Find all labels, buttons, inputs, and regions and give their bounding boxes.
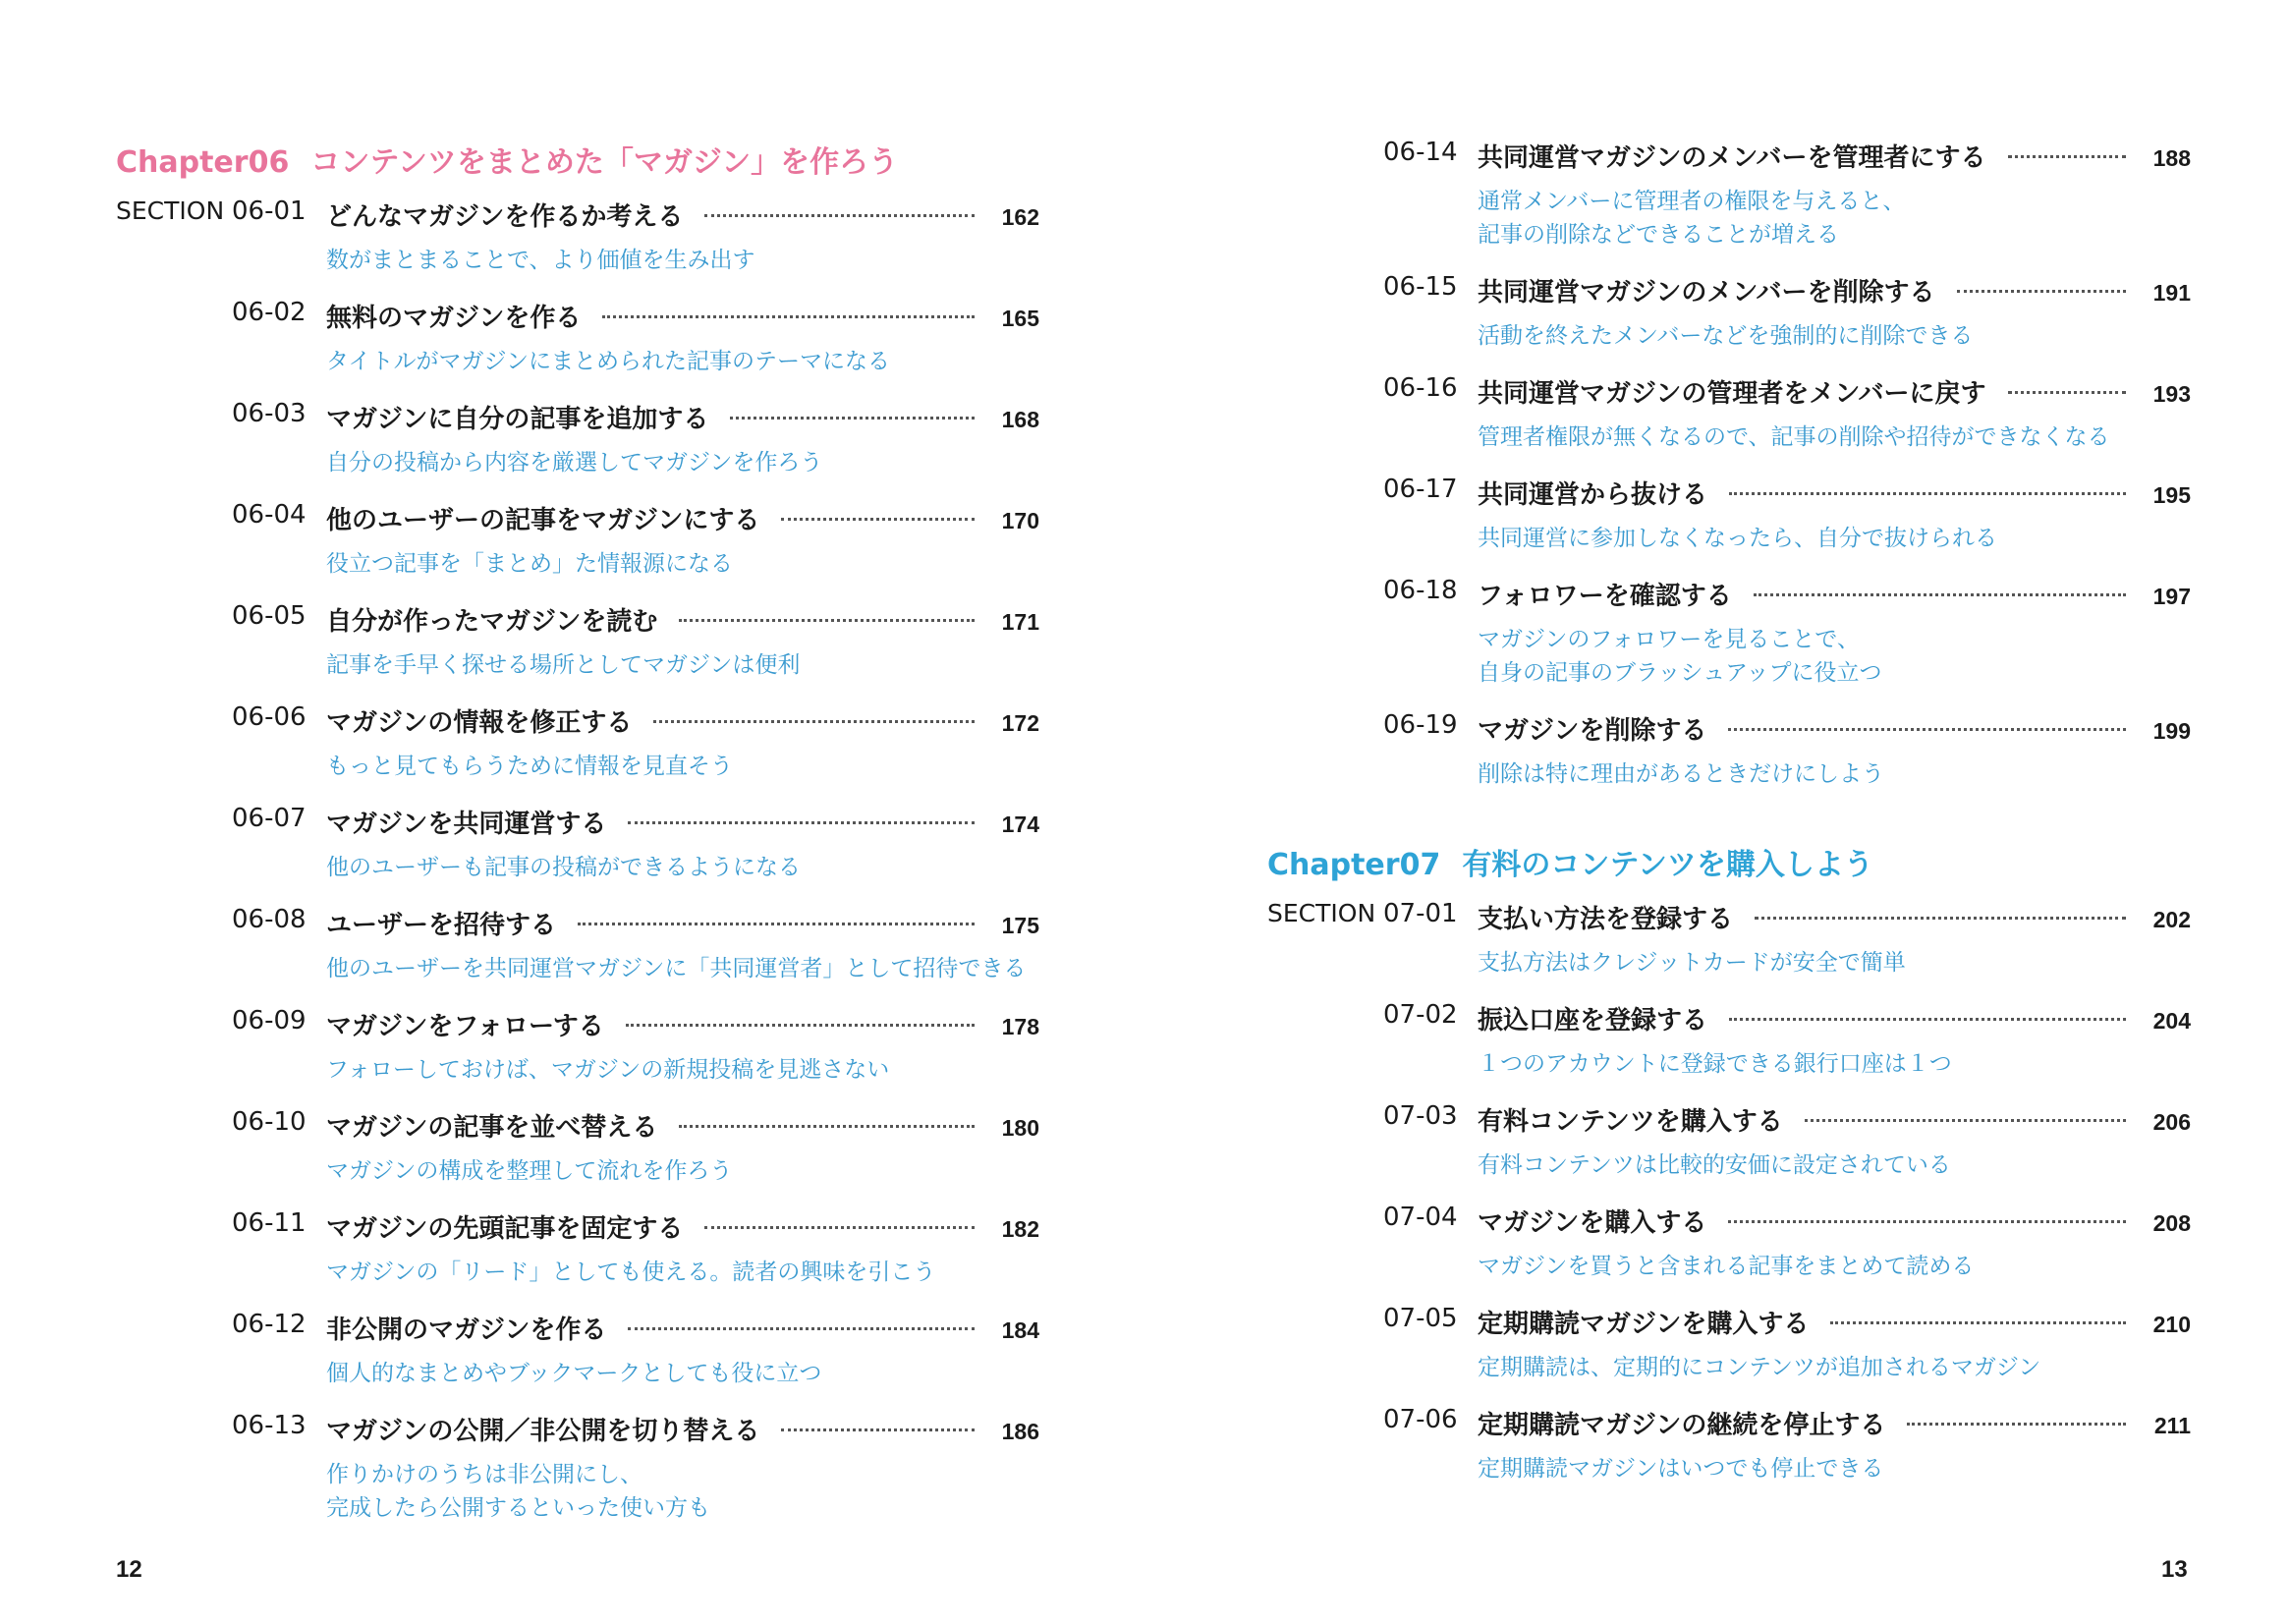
dot-leader [628,1327,975,1330]
dot-leader [1729,492,2126,495]
title-row [326,1107,1039,1144]
toc-entry[interactable] [116,298,1039,396]
section-title: 自分が作ったマガジンを読む [326,607,658,637]
section-subtitle [1478,522,1997,555]
title-row [1478,1203,2191,1239]
section-number: 07-02 [1383,1000,1458,1030]
dot-leader [781,518,975,521]
toc-entry[interactable] [116,1411,1039,1521]
section-title: 振込口座を登録する [1478,1006,1708,1036]
subtitle-line: 記事を手早く探せる場所としてマガジンは便利 [326,652,801,678]
page-reference: 195 [2152,482,2191,508]
title-row [326,1411,1039,1447]
toc-entry[interactable] [1267,576,2191,686]
subtitle-line: 活動を終えたメンバーなどを強制的に削除できる [1478,323,1974,349]
toc-entry[interactable] [1267,710,2191,809]
section-number: 06-11 [232,1208,307,1238]
section-subtitle [1478,623,1881,690]
subtitle-line: マガジンの「リード」としても使える。読者の興味を引こう [326,1260,936,1285]
section-title: フォロワーを確認する [1478,582,1732,611]
page-reference: 206 [2152,1109,2191,1135]
section-number: 07-06 [1383,1405,1458,1434]
page-reference: 193 [2152,381,2191,407]
page-reference: 188 [2152,145,2191,171]
subtitle-line: 自身の記事のブラッシュアップに役立つ [1478,660,1882,686]
toc-entry[interactable] [116,702,1039,801]
section-title: 共同運営マガジンのメンバーを管理者にする [1478,143,1986,173]
section-number: 06-08 [232,905,307,934]
toc-entry[interactable] [1267,1000,2191,1098]
page-reference: 184 [1001,1317,1039,1343]
title-row [326,702,1039,739]
section-subtitle [326,345,890,378]
section-subtitle [1478,1148,1951,1182]
section-title: 共同運営マガジンの管理者をメンバーに戻す [1478,379,1986,409]
title-row [1478,373,2191,410]
section-number: 06-16 [1383,373,1458,403]
toc-entry[interactable] [116,601,1039,700]
page-reference: 211 [2153,1413,2191,1438]
subtitle-line: マガジンのフォロワーを見ることで、 [1478,627,1860,652]
section-subtitle [1478,1047,1952,1081]
section-title: 無料のマガジンを作る [326,304,582,333]
toc-entry[interactable] [1267,1405,2191,1503]
dot-leader [704,214,975,217]
page-reference: 174 [1001,812,1039,837]
dot-leader [628,821,975,824]
dot-leader [1755,917,2126,920]
subtitle-line: 完成したら公開するといった使い方も [326,1495,710,1521]
page-reference: 175 [1001,913,1039,938]
dot-leader [578,923,975,925]
subtitle-line: マガジンの構成を整理して流れを作ろう [326,1158,733,1184]
dot-leader [1957,290,2126,293]
chapter-06-heading [116,138,898,181]
section-subtitle [326,244,755,277]
section-title: マガジンに自分の記事を追加する [326,405,709,434]
section-title: マガジンを購入する [1478,1208,1707,1238]
section-subtitle [1478,185,1905,252]
section-subtitle [326,1357,821,1390]
subtitle-line: 定期購読マガジンはいつでも停止できる [1478,1456,1884,1482]
section-title: どんなマガジンを作るか考える [326,202,684,232]
page-reference: 204 [2152,1008,2191,1034]
chapter-07-heading [1267,840,1873,883]
page-reference: 178 [1001,1014,1039,1039]
dot-leader [679,1125,975,1128]
title-row [326,298,1039,334]
dot-leader [679,619,975,622]
toc-entry[interactable] [1267,272,2191,370]
section-subtitle [1478,1351,2040,1384]
dot-leader [1754,593,2126,596]
section-subtitle [326,1154,732,1188]
page-reference: 168 [1001,407,1039,432]
section-title: 他のユーザーの記事をマガジンにする [326,506,760,535]
subtitle-line: 管理者権限が無くなるので、記事の削除や招待ができなくなる [1478,424,2110,450]
dot-leader [1729,1018,2126,1021]
page-reference: 191 [2152,280,2191,306]
section-number: 06-12 [232,1310,307,1339]
toc-entry[interactable] [116,905,1039,1003]
page-reference: 172 [1001,710,1039,736]
section-number: 06-14 [1383,138,1458,167]
page-reference: 208 [2152,1210,2191,1236]
dot-leader [1728,728,2126,731]
section-title: マガジンの情報を修正する [326,708,633,738]
section-title: 定期購読マガジンの継続を停止する [1478,1411,1886,1440]
page-number-right: 13 [2161,1556,2188,1583]
section-number: 06-06 [232,702,307,732]
subtitle-line: タイトルがマガジンにまとめられた記事のテーマになる [326,349,890,374]
dot-leader [1830,1321,2126,1324]
dot-leader [626,1024,975,1027]
section-subtitle [326,446,822,479]
toc-entry[interactable] [116,1310,1039,1408]
section-title: マガジンの先頭記事を固定する [326,1214,684,1244]
page-reference: 162 [1001,204,1039,230]
title-row [326,500,1039,536]
section-subtitle [1478,1250,1974,1283]
toc-entry[interactable] [116,500,1039,598]
subtitle-line: 自分の投稿から内容を厳選してマガジンを作ろう [326,450,823,476]
dot-leader [1907,1423,2126,1426]
section-number: 06-17 [1383,475,1458,504]
section-number: 06-19 [1383,710,1458,740]
title-row [326,1208,1039,1245]
toc-entry[interactable] [116,1107,1039,1205]
toc-entry[interactable] [1267,1101,2191,1200]
toc-entry[interactable] [116,196,1039,295]
subtitle-line: 定期購読は、定期的にコンテンツが追加されるマガジン [1478,1355,2041,1380]
dot-leader [781,1428,975,1431]
section-subtitle [326,952,1026,985]
toc-entry[interactable] [1267,373,2191,472]
section-number: 06-13 [232,1411,307,1440]
toc-entry[interactable] [116,804,1039,902]
page-reference: 170 [1001,508,1039,533]
title-row [326,1310,1039,1346]
section-title: 支払い方法を登録する [1478,905,1734,934]
section-subtitle [1478,1452,1883,1485]
section-title: 有料コンテンツを購入する [1478,1107,1783,1137]
subtitle-line: 個人的なまとめやブックマークとしても役に立つ [326,1361,822,1386]
dot-leader [2008,391,2126,394]
subtitle-line: 支払方法はクレジットカードが安全で簡単 [1478,950,1906,976]
page-reference: 197 [2152,584,2191,609]
page-reference: 180 [1001,1115,1039,1141]
section-subtitle [326,547,733,581]
dot-leader [1805,1119,2126,1122]
page-reference: 182 [1001,1216,1039,1242]
section-number: 07-04 [1383,1203,1458,1232]
section-title: 共同運営マガジンのメンバーを削除する [1478,278,1935,308]
page-reference: 165 [1001,306,1039,331]
section-number: 06-18 [1383,576,1458,605]
chapter-title: コンテンツをまとめた「マガジン」を作ろう [310,145,899,180]
section-title: ユーザーを招待する [326,911,557,940]
section-title: マガジンを削除する [1478,716,1707,746]
title-row [1478,710,2191,747]
dot-leader [653,720,975,723]
title-row [326,399,1039,435]
section-subtitle [326,1053,889,1087]
section-number: 06-04 [232,500,307,530]
subtitle-line: 共同運営に参加しなくなったら、自分で抜けられる [1478,526,1997,551]
dot-leader [1728,1220,2126,1223]
section-number: 06-15 [1383,272,1458,302]
section-subtitle [326,1458,710,1525]
title-row [1478,272,2191,308]
section-number: 07-03 [1383,1101,1458,1131]
title-row [1478,138,2191,174]
section-subtitle [326,648,800,682]
section-subtitle [326,1256,935,1289]
subtitle-line: 数がまとまることで、より価値を生み出す [326,248,755,273]
section-subtitle [1478,319,1973,353]
page-number-left: 12 [116,1556,142,1583]
section-title: 定期購読マガジンを購入する [1478,1310,1810,1339]
dot-leader [602,315,975,318]
subtitle-line: 削除は特に理由があるときだけにしよう [1478,761,1884,787]
subtitle-line: １つのアカウントに登録できる銀行口座は１つ [1478,1051,1952,1077]
subtitle-line: もっと見てもらうために情報を見直そう [326,754,733,779]
section-subtitle [326,750,733,783]
dot-leader [704,1226,975,1229]
title-row [326,905,1039,941]
toc-entry[interactable] [116,1208,1039,1307]
subtitle-line: マガジンを買うと含まれる記事をまとめて読める [1478,1254,1975,1279]
subtitle-line: 作りかけのうちは非公開にし、 [326,1462,642,1487]
chapter-title: 有料のコンテンツを購入しよう [1462,848,1873,882]
subtitle-line: フォローしておけば、マガジンの新規投稿を見逃さない [326,1057,890,1083]
section-title: 共同運営から抜ける [1478,480,1708,510]
toc-entry[interactable] [1267,475,2191,573]
section-subtitle [1478,946,1906,980]
toc-entry[interactable] [1267,138,2191,248]
toc-entry[interactable] [116,399,1039,497]
subtitle-line: 役立つ記事を「まとめ」た情報源になる [326,551,733,577]
toc-entry[interactable] [1267,1203,2191,1301]
section-title: マガジンの公開／非公開を切り替える [326,1417,760,1446]
chapter-label: Chapter06 [116,145,290,180]
toc-entry[interactable] [116,1006,1039,1104]
section-number: 06-07 [232,804,307,833]
page-reference: 199 [2152,718,2191,744]
title-row [326,196,1039,233]
title-row [326,1006,1039,1042]
title-row [1478,1405,2191,1441]
title-row [1478,1101,2191,1138]
dot-leader [2008,155,2126,158]
section-number: 06-10 [232,1107,307,1137]
section-title: 非公開のマガジンを作る [326,1316,607,1345]
subtitle-line: 他のユーザーも記事の投稿ができるようになる [326,855,801,880]
page-reference: 171 [1001,609,1039,635]
title-row [1478,576,2191,612]
section-number: 07-05 [1383,1304,1458,1333]
section-prefix: SECTION [116,196,225,225]
subtitle-line: 有料コンテンツは比較的安価に設定されている [1478,1152,1951,1178]
title-row [326,601,1039,638]
toc-entry[interactable] [1267,899,2191,997]
chapter-label: Chapter07 [1267,848,1441,882]
subtitle-line: 記事の削除などできることが増える [1478,222,1839,248]
section-title: マガジンの記事を並べ替える [326,1113,658,1143]
toc-entry[interactable] [1267,1304,2191,1402]
page-reference: 202 [2152,907,2191,932]
section-number: 06-05 [232,601,307,631]
section-subtitle [1478,757,1884,791]
title-row [1478,1304,2191,1340]
title-row [1478,1000,2191,1036]
section-subtitle [326,851,801,884]
title-row [1478,899,2191,935]
section-number: 06-02 [232,298,307,327]
page-reference: 210 [2152,1312,2191,1337]
section-number: 07-01 [1383,899,1458,928]
section-subtitle [1478,420,2110,454]
section-title: マガジンを共同運営する [326,810,607,839]
section-number: 06-01 [232,196,307,226]
page-reference: 186 [1001,1419,1039,1444]
title-row [326,804,1039,840]
section-number: 06-09 [232,1006,307,1036]
section-prefix: SECTION [1267,899,1376,927]
section-number: 06-03 [232,399,307,428]
section-title: マガジンをフォローする [326,1012,604,1041]
title-row [1478,475,2191,511]
subtitle-line: 他のユーザーを共同運営マガジンに「共同運営者」として招待できる [326,956,1027,981]
dot-leader [730,417,975,420]
subtitle-line: 通常メンバーに管理者の権限を与えると、 [1478,189,1906,214]
